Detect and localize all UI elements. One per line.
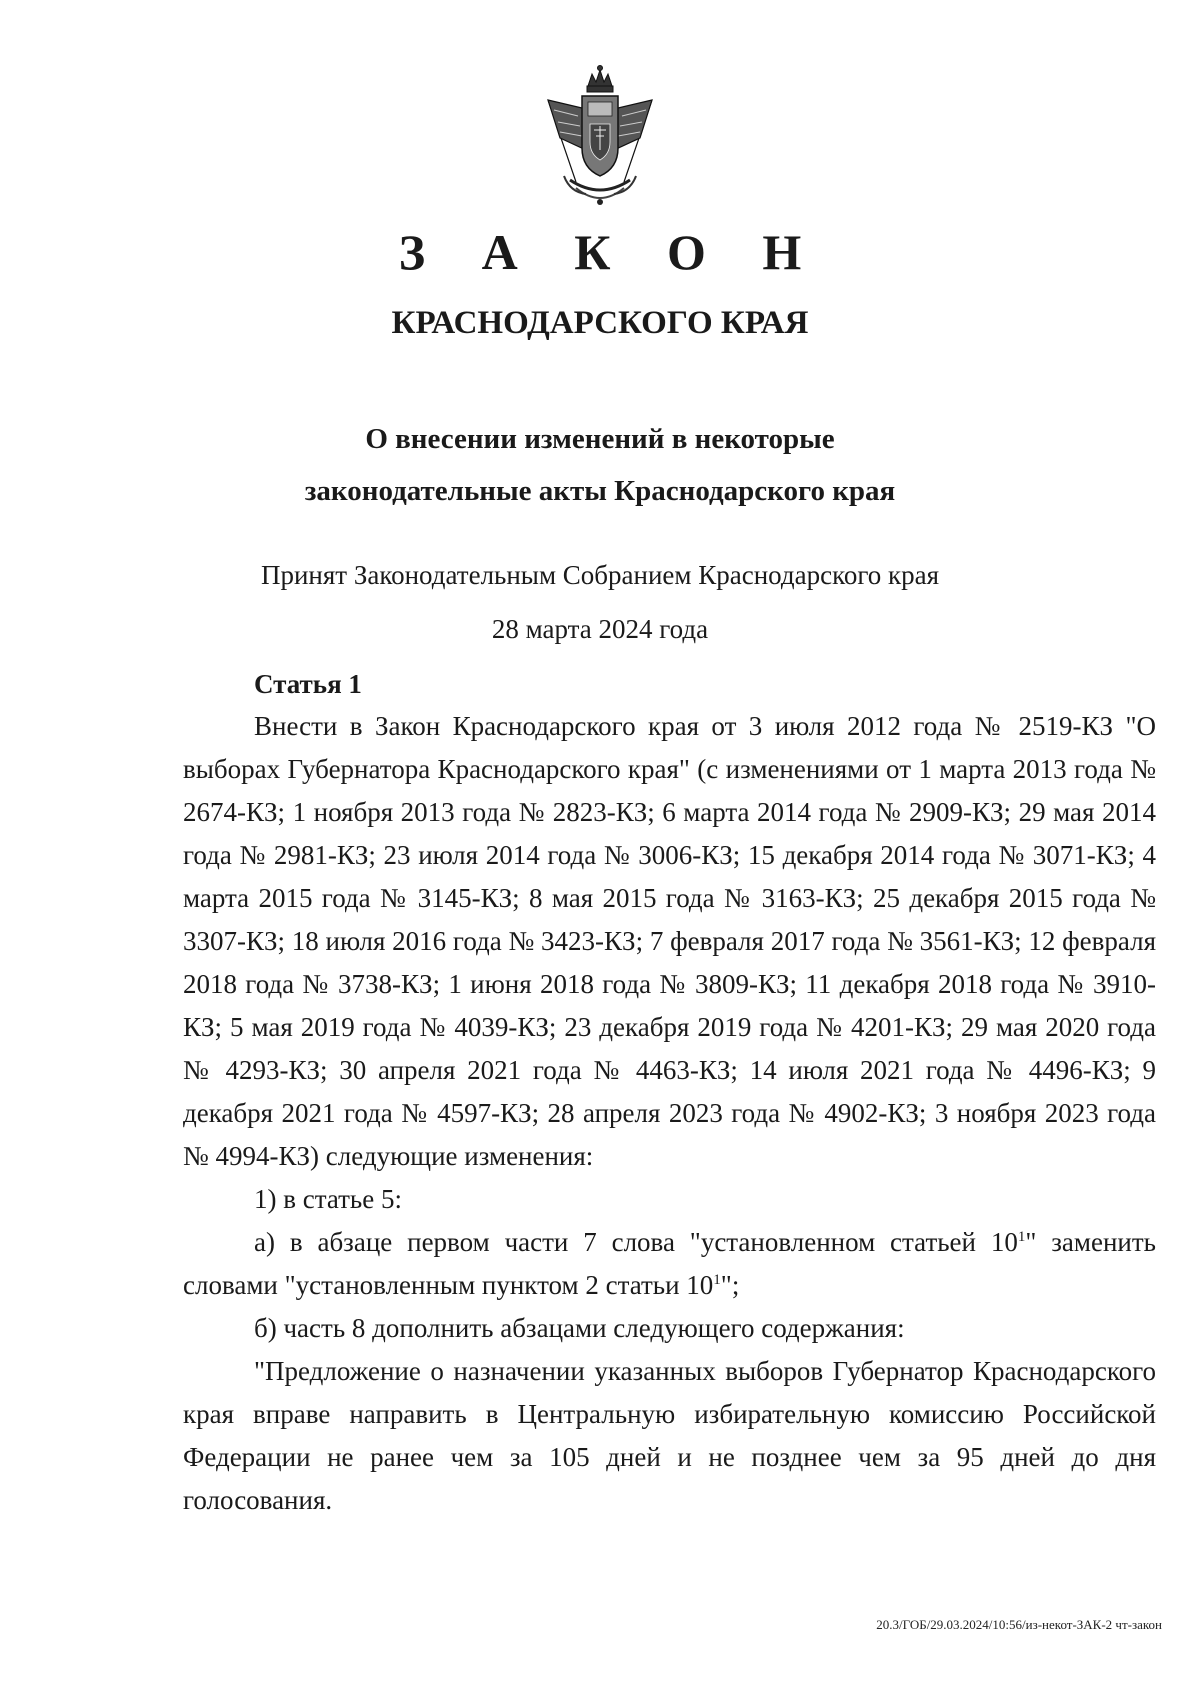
paragraph-item-1: 1) в статье 5: <box>254 1184 402 1214</box>
item-a-text-3: "; <box>720 1270 740 1300</box>
article-heading: Статья 1 <box>254 669 362 699</box>
article-body <box>183 705 1156 1522</box>
region-title: КРАСНОДАРСКОГО КРАЯ <box>391 305 809 341</box>
adoption-note <box>0 548 1200 656</box>
adoption-date: 28 марта 2024 года <box>491 614 709 644</box>
adoption-line-1: Принят Законодательным Собранием Краснодарского края <box>260 560 940 590</box>
paragraph-item-b: б) часть 8 дополнить абзацами следующего содержания: <box>254 1313 905 1343</box>
document-title-line-1: О внесении изменений в некоторые <box>365 423 835 455</box>
item-a-text-1: а) в абзаце первом части 7 слова "установленном статьей 10 <box>254 1227 1018 1257</box>
item-a-text-2: " заменить словами "установленным пунктом 2 статьи 10 <box>183 1227 1156 1300</box>
document-title <box>0 413 1200 517</box>
paragraph-amendment-list: Внести в Закон Краснодарского края от 3 июля 2012 года № 2519-КЗ "О выборах Губернатора Краснодарского края" (с изменениями от 1 марта 2013 года № 2674-КЗ; 1 ноября 2013 года № 2823-КЗ; 6 марта 2014 года № 2909-КЗ; 29 мая 2014 года № 2981-КЗ; 23 июля 2014 года № 3006-КЗ; 15 декабря 2014 года № 3071-КЗ; 4 марта 2015 года № 3145-КЗ; 8 мая 2015 года № 3163-КЗ; 25 декабря 2015 года № 3307-КЗ; 18 июля 2016 года № 3423-КЗ; 7 февраля 2017 года № 3561-КЗ; 12 февраля 2018 года № 3738-КЗ; 1 июня 2018 года № 3809-КЗ; 11 декабря 2018 года № 3910-КЗ; 5 мая 2019 года № 4039-КЗ; 23 декабря 2019 года № 4201-КЗ; 29 мая 2020 года № 4293-КЗ; 30 апреля 2021 года № 4463-КЗ; 14 июля 2021 года № 4496-КЗ; 9 декабря 2021 года № 4597-КЗ; 28 апреля 2023 года № 4902-КЗ; 3 ноября 2023 года № 4994-КЗ) следующие изменения: <box>183 711 1156 1171</box>
item-a-superscript-1: 1 <box>1017 1229 1026 1245</box>
krasnodar-coat-of-arms-icon <box>530 64 670 214</box>
item-a-superscript-2: 1 <box>713 1272 721 1288</box>
paragraph-item-a <box>183 1221 1156 1307</box>
footer-document-code: 20.3/ГОБ/29.03.2024/10:56/из-некот-ЗАК-2 чт-закон <box>876 1617 1162 1632</box>
paragraph-quote: "Предложение о назначении указанных выборов Губернатор Краснодарского края вправе направить в Центральную избирательную комиссию Российской Федерации не ранее чем за 105 дней и не позднее чем за 95 дней до дня голосования. <box>183 1356 1156 1515</box>
law-title: З А К О Н <box>398 224 824 280</box>
document-title-line-2: законодательные акты Краснодарского края <box>304 475 896 507</box>
